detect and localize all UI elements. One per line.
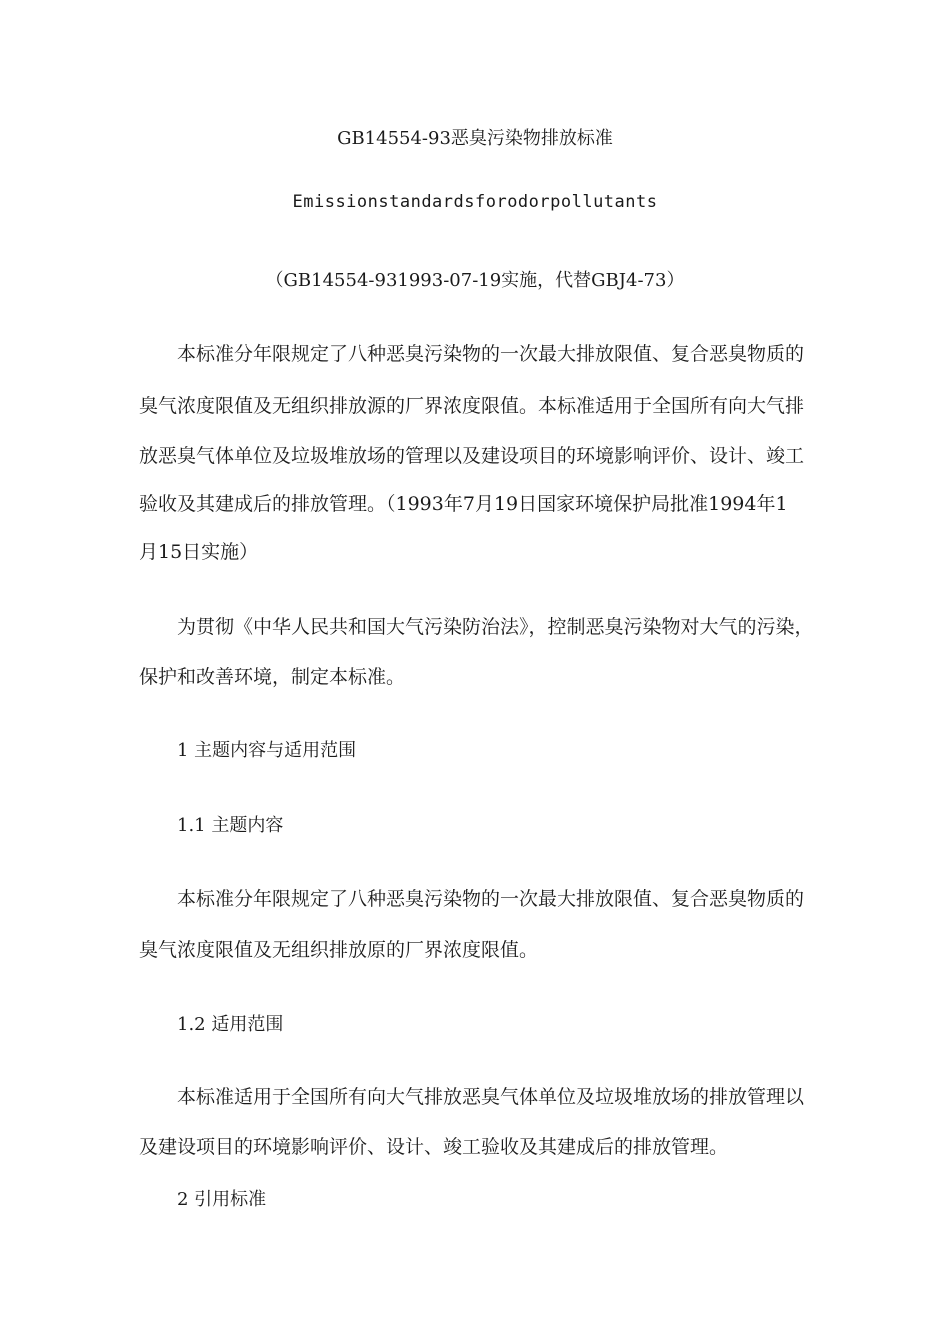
- section-1-2-line: 及建设项目的环境影响评价、设计、竣工验收及其建成后的排放管理。: [139, 1136, 729, 1158]
- subsection-heading: 1.1 主题内容: [177, 815, 284, 836]
- subsection-heading: 1.2 适用范围: [177, 1014, 284, 1035]
- purpose-line: 保护和改善环境，制定本标准。: [139, 666, 406, 688]
- document-meta: （GB14554-931993-07-19实施，代替GBJ4-73）: [265, 270, 685, 291]
- section-heading: 2 引用标准: [177, 1189, 267, 1210]
- intro-line: 本标准分年限规定了八种恶臭污染物的一次最大排放限值、复合恶臭物质的: [177, 343, 805, 365]
- section-1-1-line: 本标准分年限规定了八种恶臭污染物的一次最大排放限值、复合恶臭物质的: [177, 888, 805, 910]
- document-title: GB14554-93恶臭污染物排放标准: [337, 128, 613, 149]
- intro-line: 验收及其建成后的排放管理。（1993年7月19日国家环境保护局批准1994年1: [139, 493, 788, 515]
- intro-line: 臭气浓度限值及无组织排放源的厂界浓度限值。本标准适用于全国所有向大气排: [139, 395, 805, 417]
- section-heading: 1 主题内容与适用范围: [177, 740, 357, 761]
- purpose-line: 为贯彻《中华人民共和国大气污染防治法》，控制恶臭污染物对大气的污染，: [177, 616, 814, 638]
- intro-line: 放恶臭气体单位及垃圾堆放场的管理以及建设项目的环境影响评价、设计、竣工: [139, 445, 805, 467]
- section-1-2-line: 本标准适用于全国所有向大气排放恶臭气体单位及垃圾堆放场的排放管理以: [177, 1086, 805, 1108]
- document-subtitle: Emissionstandardsforodorpollutants: [292, 192, 658, 212]
- section-1-1-line: 臭气浓度限值及无组织排放原的厂界浓度限值。: [139, 939, 539, 961]
- intro-line: 月15日实施）: [139, 541, 259, 563]
